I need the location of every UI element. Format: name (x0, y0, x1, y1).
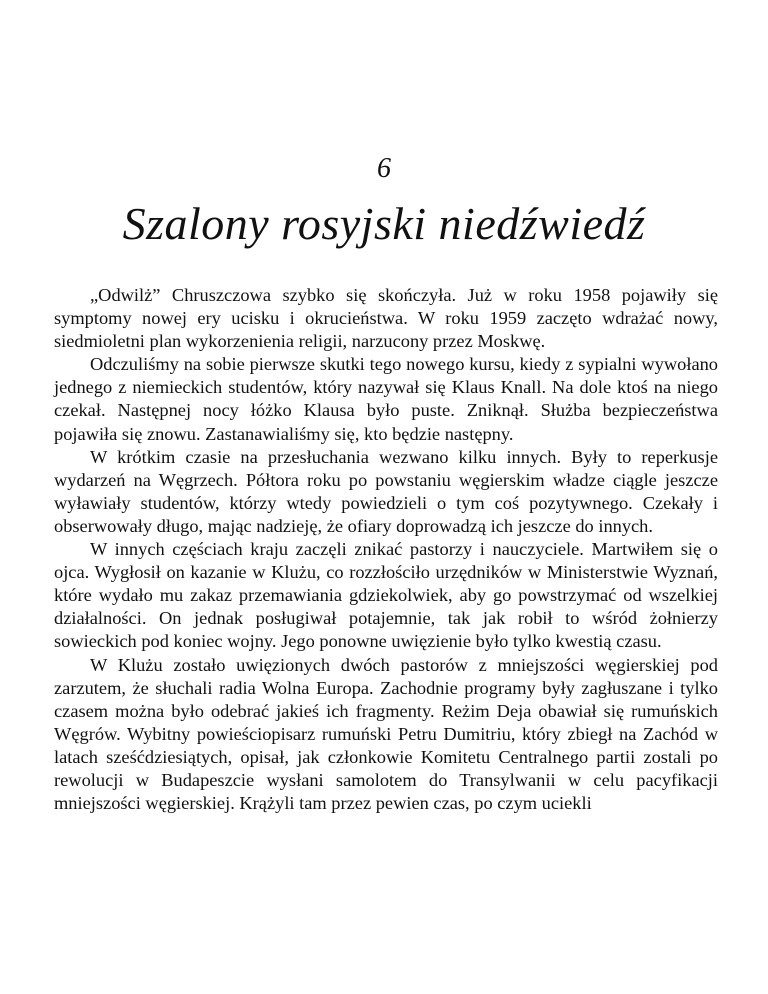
paragraph: W Klużu zostało uwięzionych dwóch pastorów z mniejszości węgierskiej pod zarzutem, że słuchali radia Wolna Europa. Zachodnie programy były zagłuszane i tylko czasem można było odebrać jakieś ich fragmenty. Reżim Deja obawiał się rumuńskich Węgrów. Wybitny powieściopisarz rumuński Petru Dumitriu, który zbiegł na Zachód w latach sześćdziesiątych, opisał, jak członkowie Komitetu Centralnego partii zostali po rewolucji w Budapeszcie wysłani samolotem do Transylwanii w celu pacyfikacji mniejszości węgierskiej. Krążyli tam przez pewien czas, po czym uciekli (54, 654, 718, 814)
chapter-number: 6 (377, 153, 391, 184)
chapter-title: Szalony rosyjski niedźwiedź (122, 198, 646, 249)
paragraph: W innych częściach kraju zaczęli znikać pastorzy i nauczyciele. Martwiłem się o ojca. Wygłosił on kazanie w Klużu, co rozzłościło urzędników w Ministerstwie Wyznań, które wydało mu zakaz przemawiania gdziekolwiek, aby go powstrzymać od wszelkiej działalności. On jednak posługiwał potajemnie, tak jak robił to wśród żołnierzy sowieckich pod koniec wojny. Jego ponowne uwięzienie było tylko kwestią czasu. (54, 539, 718, 652)
paragraph: W krótkim czasie na przesłuchania wezwano kilku innych. Były to reperkusje wydarzeń na Węgrzech. Półtora roku po powstaniu węgierskim władze ciągle jeszcze wyławiały studentów, którzy wtedy powiedzieli o tym coś pozytywnego. Czekały i obserwowały długo, mając nadzieję, że ofiary doprowadzą ich jeszcze do innych. (54, 446, 718, 536)
paragraph: Odczuliśmy na sobie pierwsze skutki tego nowego kursu, kiedy z sypialni wywołano jednego z niemieckich studentów, który nazywał się Klaus Knall. Na dole ktoś na niego czekał. Następnej nocy łóżko Klausa było puste. Zniknął. Służba bezpieczeństwa pojawiła się znowu. Zastanawialiśmy się, kto będzie następny. (54, 354, 718, 444)
paragraph: „Odwilż” Chruszczowa szybko się skończyła. Już w roku 1958 pojawiły się symptomy nowej ery ucisku i okrucieństwa. W roku 1959 zaczęto wdrażać nowy, siedmioletni plan wykorzenienia religii, narzucony przez Moskwę. (54, 285, 718, 352)
chapter-body (54, 284, 718, 815)
